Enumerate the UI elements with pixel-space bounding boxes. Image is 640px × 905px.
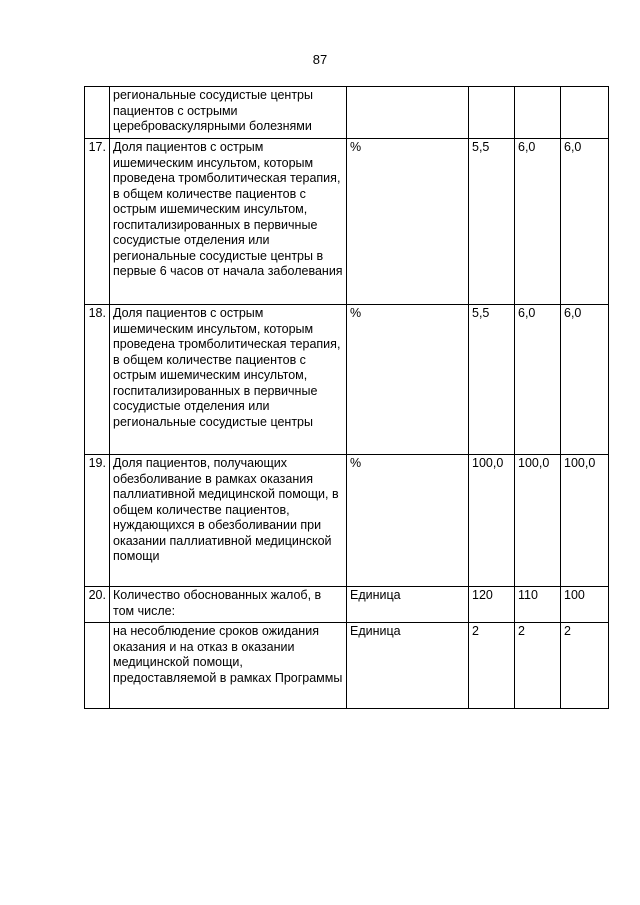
value-cell: 2 — [469, 623, 515, 709]
value-cell: 100,0 — [561, 455, 609, 587]
table-row — [85, 455, 609, 587]
value-cell: 5,5 — [469, 305, 515, 455]
table-row — [85, 305, 609, 455]
table-row — [85, 87, 609, 139]
table-row — [85, 587, 609, 623]
indicator-name: на несоблюдение сроков ожидания оказания и на отказ в оказании медицинской помощи, предоставляемой в рамках Программы — [110, 623, 347, 709]
value-cell: 100,0 — [515, 455, 561, 587]
value-cell: 6,0 — [561, 139, 609, 305]
indicator-name: Доля пациентов с острым ишемическим инсультом, которым проведена тромболитическая терапия, в общем количестве пациентов с острым ишемическим инсультом, госпитализированных в первичные сосудистые отделения или региональные сосудистые центры в первые 6 часов от начала заболевания — [110, 139, 347, 305]
unit-cell — [347, 87, 469, 139]
value-cell: 6,0 — [515, 139, 561, 305]
table-row — [85, 139, 609, 305]
row-number — [85, 623, 110, 709]
indicator-name: Доля пациентов с острым ишемическим инсультом, которым проведена тромболитическая терапия, в общем количестве пациентов с острым ишемическим инсультом, госпитализированных в первичные сосудистые отделения или региональные сосудистые центры — [110, 305, 347, 455]
row-number: 18. — [85, 305, 110, 455]
value-cell — [515, 87, 561, 139]
unit-cell: % — [347, 305, 469, 455]
unit-cell: Единица — [347, 587, 469, 623]
value-cell — [469, 87, 515, 139]
value-cell: 120 — [469, 587, 515, 623]
value-cell: 2 — [515, 623, 561, 709]
table-row — [85, 623, 609, 709]
unit-cell: % — [347, 139, 469, 305]
unit-cell: Единица — [347, 623, 469, 709]
indicator-name: региональные сосудистые центры пациентов с острыми цереброваскулярными болезнями — [110, 87, 347, 139]
value-cell: 2 — [561, 623, 609, 709]
row-number: 20. — [85, 587, 110, 623]
value-cell: 110 — [515, 587, 561, 623]
value-cell — [561, 87, 609, 139]
row-number: 17. — [85, 139, 110, 305]
indicator-name: Доля пациентов, получающих обезболивание в рамках оказания паллиативной медицинской помощи, в общем количестве пациентов, нуждающихся в обезболивании при оказании паллиативной медицинской помощи — [110, 455, 347, 587]
value-cell: 6,0 — [515, 305, 561, 455]
value-cell: 100,0 — [469, 455, 515, 587]
value-cell: 6,0 — [561, 305, 609, 455]
row-number: 19. — [85, 455, 110, 587]
indicator-name: Количество обоснованных жалоб, в том числе: — [110, 587, 347, 623]
row-number — [85, 87, 110, 139]
value-cell: 5,5 — [469, 139, 515, 305]
unit-cell: % — [347, 455, 469, 587]
indicators-table — [84, 86, 609, 709]
page-number: 87 — [312, 52, 328, 67]
value-cell: 100 — [561, 587, 609, 623]
